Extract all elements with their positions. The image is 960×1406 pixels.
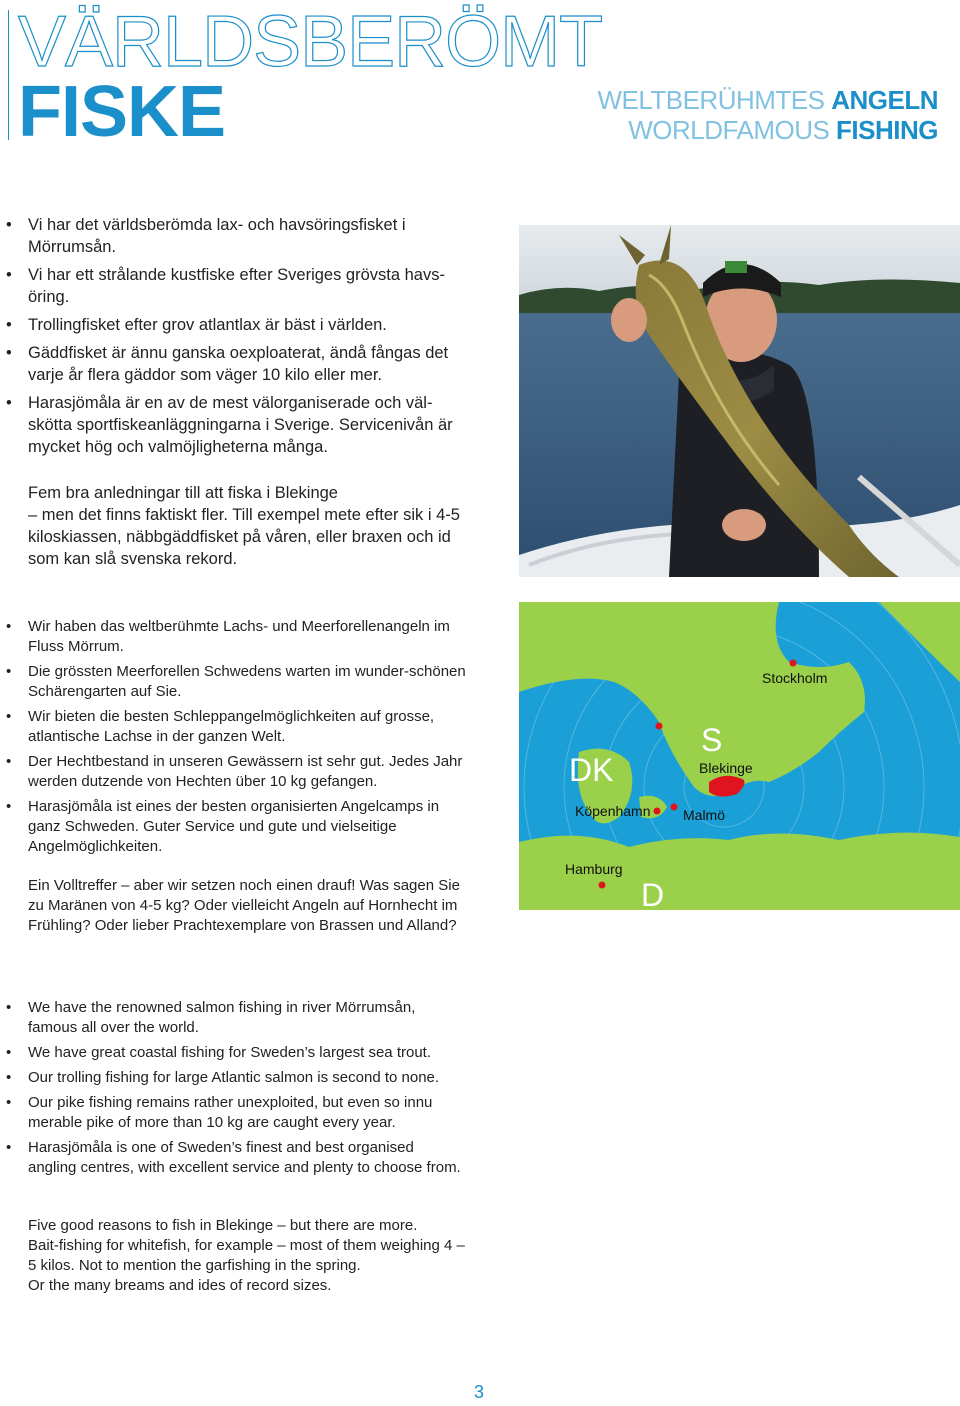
subtitle-german-bold: ANGELN <box>831 85 938 115</box>
list-item: • Wir bieten die besten Schleppangelmöglichkeiten auf grosse, atlantische Lachse in der ganzen Welt. <box>6 707 466 747</box>
list-item: • Harasjömåla is one of Sweden’s finest and best organised angling centres, with excellent service and plenty to choose from. <box>6 1138 466 1178</box>
subtitle-english-bold: FISHING <box>836 115 938 145</box>
list-item: • Harasjömåla är en av de mest välorganiserade och väl-skötta sportfiskeanläggningarna i Sverige. Servicenivån är mycket hög och valmöjligheterna många. <box>6 392 466 458</box>
english-paragraph: Five good reasons to fish in Blekinge – but there are more. Bait-fishing for whitefish, for example – most of them weighing 4 – 5 kilos. Not to mention the garfishing in the spring. Or the many breams and ides of record sizes. <box>28 1217 465 1294</box>
german-bullet-list <box>6 617 466 862</box>
map-label-hamburg: Hamburg <box>565 861 623 877</box>
list-item: • Vi har ett strålande kustfiske efter Sveriges grövsta havs-öring. <box>6 264 466 308</box>
list-item: • Our pike fishing remains rather unexploited, but even so innu merable pike of more than 10 kg are caught every year. <box>6 1093 466 1133</box>
header-rule <box>8 10 9 140</box>
map-label-stockholm: Stockholm <box>762 670 828 686</box>
subtitle-english <box>628 116 938 144</box>
subtitle-german-light: WELTBERÜHMTES <box>597 85 832 115</box>
subtitle-english-light: WORLDFAMOUS <box>628 115 837 145</box>
pike-photo <box>519 225 960 577</box>
german-paragraph: Ein Volltreffer – aber wir setzen noch einen drauf! Was sagen Sie zu Maränen von 4-5 kg? Oder vielleicht Angeln auf Hornhecht im Frühling? Oder lieber Prachtexemplare von Brassen und Alland? <box>28 877 460 934</box>
map-label-denmark: DK <box>569 752 614 788</box>
english-bullet-list <box>6 998 466 1183</box>
map-label-kopenhamn: Köpenhamn <box>575 803 651 819</box>
list-item: • Trollingfisket efter grov atlantlax är bäst i världen. <box>6 314 466 336</box>
title-line-2: FISKE <box>18 72 226 152</box>
list-item: • We have great coastal fishing for Sweden’s largest sea trout. <box>6 1043 466 1063</box>
map-label-sweden: S <box>701 722 723 758</box>
list-item: • Die grössten Meerforellen Schwedens warten im wunder-schönen Schärengarten auf Sie. <box>6 662 466 702</box>
list-item: • Wir haben das weltberühmte Lachs- und Meerforellenangeln im Fluss Mörrum. <box>6 617 466 657</box>
list-item: • Harasjömåla ist eines der besten organisierten Angelcamps in ganz Schweden. Guter Service und gute und vielseitige Angelmöglichkeiten. <box>6 797 466 857</box>
map-label-germany: D <box>641 877 665 910</box>
map-label-blekinge: Blekinge <box>699 760 753 776</box>
swedish-paragraph: Fem bra anledningar till att fiska i Blekinge – men det finns faktiskt fler. Till exempel mete efter sik i 4-5 kiloskiassen, näbbgäddfisket på våren, eller braxen och id som kan slå svenska rekord. <box>28 484 460 568</box>
page-number: 3 <box>474 1382 485 1402</box>
list-item: • We have the renowned salmon fishing in river Mörrumsån, famous all over the world. <box>6 998 466 1038</box>
list-item: • Gäddfisket är ännu ganska oexploaterat, ändå fångas det varje år flera gäddor som väger 10 kilo eller mer. <box>6 342 466 386</box>
map-label-malmo: Malmö <box>683 807 726 823</box>
title-line-1: VÄRLDSBERÖMT <box>18 2 603 82</box>
list-item: • Vi har det världsberömda lax- och havsöringsfisket i Mörrumsån. <box>6 214 466 258</box>
list-item: • Der Hechtbestand in unseren Gewässern ist sehr gut. Jedes Jahr werden dutzende von Hechten über 10 kg gefangen. <box>6 752 466 792</box>
subtitle-german <box>597 86 938 114</box>
location-map <box>519 602 960 910</box>
list-item: • Our trolling fishing for large Atlantic salmon is second to none. <box>6 1068 466 1088</box>
swedish-bullet-list <box>6 214 466 464</box>
